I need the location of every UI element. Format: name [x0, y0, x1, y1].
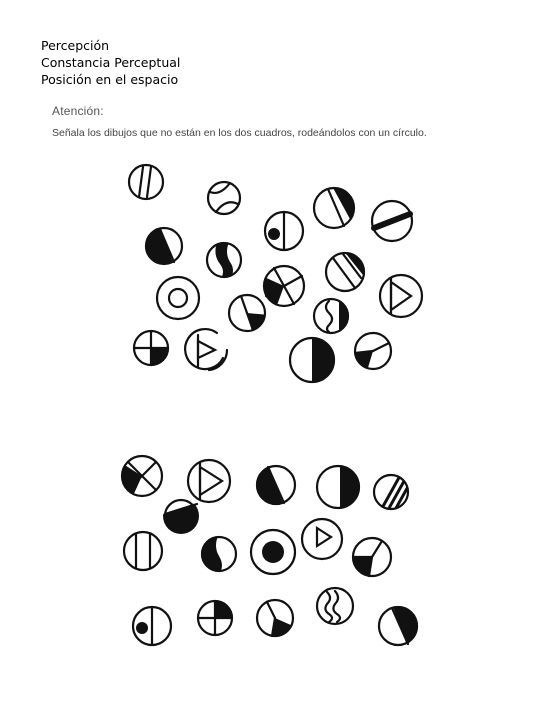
figure-diagonal-half-dark-left[interactable]	[144, 226, 182, 266]
figure-dark-wedge-lower-left[interactable]	[353, 333, 391, 371]
figure-wavy-dark-band[interactable]	[207, 240, 241, 280]
figure-b-diagonal-half-dark[interactable]	[254, 463, 295, 507]
figure-b-dark-wedge-lower-left[interactable]	[350, 538, 391, 579]
top-figure-group	[120, 165, 422, 648]
figure-b-triangle-in-circle[interactable]	[188, 460, 230, 502]
figure-b-diagonal-half-dark-left[interactable]	[379, 604, 420, 648]
figure-quarter-dark-cross[interactable]	[134, 331, 171, 368]
figure-b-dark-wedge-upper-right[interactable]	[163, 500, 199, 536]
title-line-constancia: Constancia Perceptual	[41, 55, 181, 70]
figure-tennis-ball-curves[interactable]	[208, 182, 240, 214]
figure-b-concentric-dark-disc[interactable]	[251, 530, 295, 574]
figure-dot-left-with-vertical-line[interactable]	[265, 212, 303, 250]
attention-heading: Atención:	[52, 104, 104, 118]
figure-b-diagonal-stripes[interactable]	[374, 474, 415, 510]
instruction-text: Señala los dibujos que no están en los dos cuadros, rodeándolos con un círculo.	[52, 127, 427, 139]
figure-b-dark-wedge-lower-right[interactable]	[257, 600, 293, 640]
title-line-posicion: Posición en el espacio	[41, 72, 179, 87]
figure-b-right-half-dark[interactable]	[317, 463, 364, 511]
figure-b-quarter-dark-cross[interactable]	[198, 598, 235, 635]
figure-concentric-ring[interactable]	[157, 277, 199, 319]
title-line-percepcion: Percepción	[41, 38, 110, 53]
figure-right-half-dark[interactable]	[290, 336, 336, 384]
figure-b-wavy-dark-band[interactable]	[199, 534, 236, 574]
figure-b-triangle-in-circle-small[interactable]	[302, 519, 342, 559]
figure-b-wavy-horizontal-line[interactable]	[317, 588, 353, 624]
figure-diagonal-stripes[interactable]	[326, 250, 367, 291]
figure-cross-quadrant-dark[interactable]	[262, 266, 304, 308]
figure-b-cross-quadrant-dark[interactable]	[120, 456, 162, 498]
figure-triangle-in-circle[interactable]	[380, 275, 422, 317]
figure-two-vertical-lines[interactable]	[129, 165, 163, 199]
figure-diagonal-half-dark[interactable]	[314, 186, 356, 230]
figure-dark-wedge-lower-right[interactable]	[229, 295, 269, 335]
figure-wavy-vertical-line[interactable]	[314, 296, 353, 336]
figure-b-dot-left-with-vertical-line[interactable]	[133, 607, 171, 645]
figure-broken-circle-triangle[interactable]	[185, 329, 227, 370]
figure-thick-horizontal-bar[interactable]	[372, 201, 412, 241]
figure-b-two-vertical-lines[interactable]	[124, 532, 162, 570]
